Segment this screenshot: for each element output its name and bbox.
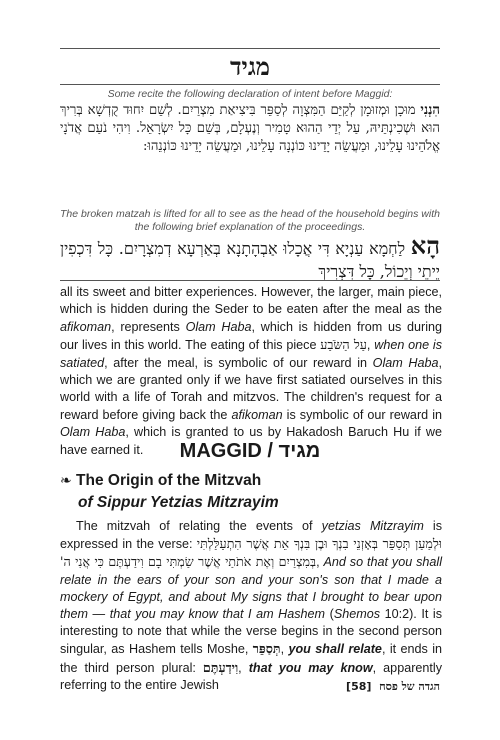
commentary-text: , represents xyxy=(111,319,186,334)
commentary-term: afikoman xyxy=(231,407,283,422)
commentary-text: is symbolic of our reward in xyxy=(282,407,442,422)
hineni-first-word: הִנְנִי xyxy=(420,103,440,118)
body-text: is expressed in the verse: xyxy=(60,519,442,552)
ha-lachma-first-word: הָא xyxy=(410,231,440,260)
commentary-term: afikoman xyxy=(60,319,112,334)
page-footer xyxy=(346,680,440,693)
commentary-translation: when one is satiated xyxy=(60,338,443,370)
top-rule xyxy=(60,48,440,49)
commentary-hebrew: עַל הַשֹּׂבַע xyxy=(320,337,367,353)
section-heading: MAGGID / מגיד xyxy=(179,440,321,462)
commentary-rule xyxy=(60,280,440,281)
body-text: The mitzvah of relating the events of xyxy=(76,519,322,533)
body-term: Shemos xyxy=(333,607,381,622)
body-paragraph xyxy=(60,518,442,694)
commentary-text: , which is granted to us by Hakadosh Baruch Hu if we have earned it. xyxy=(60,425,442,457)
commentary-text: , which is hidden from us during our lives in this world. The eating of this piece xyxy=(60,319,443,353)
commentary-term: Olam Haba xyxy=(60,425,126,440)
body-text: 10:2). It is interesting to note that while the verse begins in the second person singular, as Hashem tells Moshe, xyxy=(60,607,442,657)
commentary-text: , which we are granted only if we have first satiated ourselves in this world with a life of Torah and mitzvos. The children's request for a reward before giving back the xyxy=(60,355,442,422)
verse-hebrew: וּלְמַעַן תְּסַפֵּר בְּאָזְנֵי בִנְךָ וּבֶן בִּנְךָ אֵת אֲשֶׁר הִתְעַלַּלְתִּי בְּמִצְרַיִם וְאֶת אֹתֹתַי אֲשֶׁר שַׂמְתִּי בָם וִידַעְתֶּם כִּי אֲנִי ה' xyxy=(60,536,442,570)
body-text: , xyxy=(280,642,289,657)
commentary-term: Olam Haba xyxy=(185,319,252,334)
title-rule xyxy=(60,84,440,85)
body-text: , xyxy=(316,555,324,570)
book-title: הגדה של פסח xyxy=(379,680,440,693)
hineni-intro: Some recite the following declaration of intent before Maggid: xyxy=(107,88,393,100)
commentary-text: , xyxy=(366,338,375,353)
ha-lachma-text: לַחְמָא עַנְיָא דִּי אֲכָלוּ אַבְהָתָנָא בְּאַרְעָא דְמִצְרָיִם. כָּל דִּכְפִין יֵיתֵי וְיֵכוֹל, כָּל דִּצְרִיךְ xyxy=(60,239,440,281)
body-text: , it ends in the third person plural: xyxy=(60,642,443,675)
commentary-term: Olam Haba xyxy=(372,355,439,370)
subheading-line-1: The Origin of the Mitzvah xyxy=(76,472,262,489)
hineni-text: מוּכָן וּמְזוּמָן לְקַיֵּם הַמִּצְוָה לְסַפֵּר בִּיצִיאַת מִצְרַיִם. לְשֵׁם יִחוּד קֻדְשָׁא בְּרִיךְ הוּא וּשְׁכִינְתֵּיהּ, עַל יְדֵי הַהוּא טָמִיר וְנֶעְלָם, בְּשֵׁם כָּל יִשְׂרָאֵל. וִיהִי נֹעַם אֲדֹנָי אֱלֹהֵינוּ עָלֵינוּ, וּמַעֲשֵׂה יָדֵינוּ כּוֹנְנָה עָלֵינוּ, וּמַעֲשֵׂה יָדֵינוּ כּוֹנְנֵהוּ: xyxy=(60,103,440,154)
page-title: מגיד xyxy=(230,52,270,81)
body-hebrew: תְּסַפֵּר xyxy=(252,641,281,657)
commentary-text: all its sweet and bitter experiences. However, the larger, main piece, which is hidden during the Seder to be eaten after the meal as the xyxy=(60,285,442,317)
hineni-paragraph xyxy=(60,102,440,156)
body-text: , xyxy=(238,660,249,675)
ha-lachma-paragraph xyxy=(60,231,440,283)
body-term: yetzias Mitzrayim xyxy=(321,519,424,533)
body-translation: that you may know xyxy=(248,660,373,675)
body-hebrew: וִידַעְתֶּם xyxy=(202,659,239,675)
ha-lachma-intro: The broken matzah is lifted for all to see as the head of the household begins with the following brief explanation of the proceedings. xyxy=(60,208,440,233)
body-translation: you shall relate xyxy=(288,642,382,657)
page-number: [58] xyxy=(346,680,372,693)
commentary-text: , after the meal, is symbolic of our reward in xyxy=(104,355,373,370)
verse-translation: And so that you shall relate in the ears of your son and your son's son that I made a mockery of Egypt, and about My signs that I brought to bear upon them — that you may know that I am Hashem xyxy=(60,555,443,622)
fleuron-icon: ❧ xyxy=(60,472,72,488)
subheading-line-2: of Sippur Yetzias Mitzrayim xyxy=(78,494,279,511)
body-text: , apparently referring to the entire Jewish xyxy=(60,660,442,692)
commentary-paragraph xyxy=(60,284,442,459)
subheading xyxy=(60,469,442,514)
body-text: ( xyxy=(325,607,334,622)
